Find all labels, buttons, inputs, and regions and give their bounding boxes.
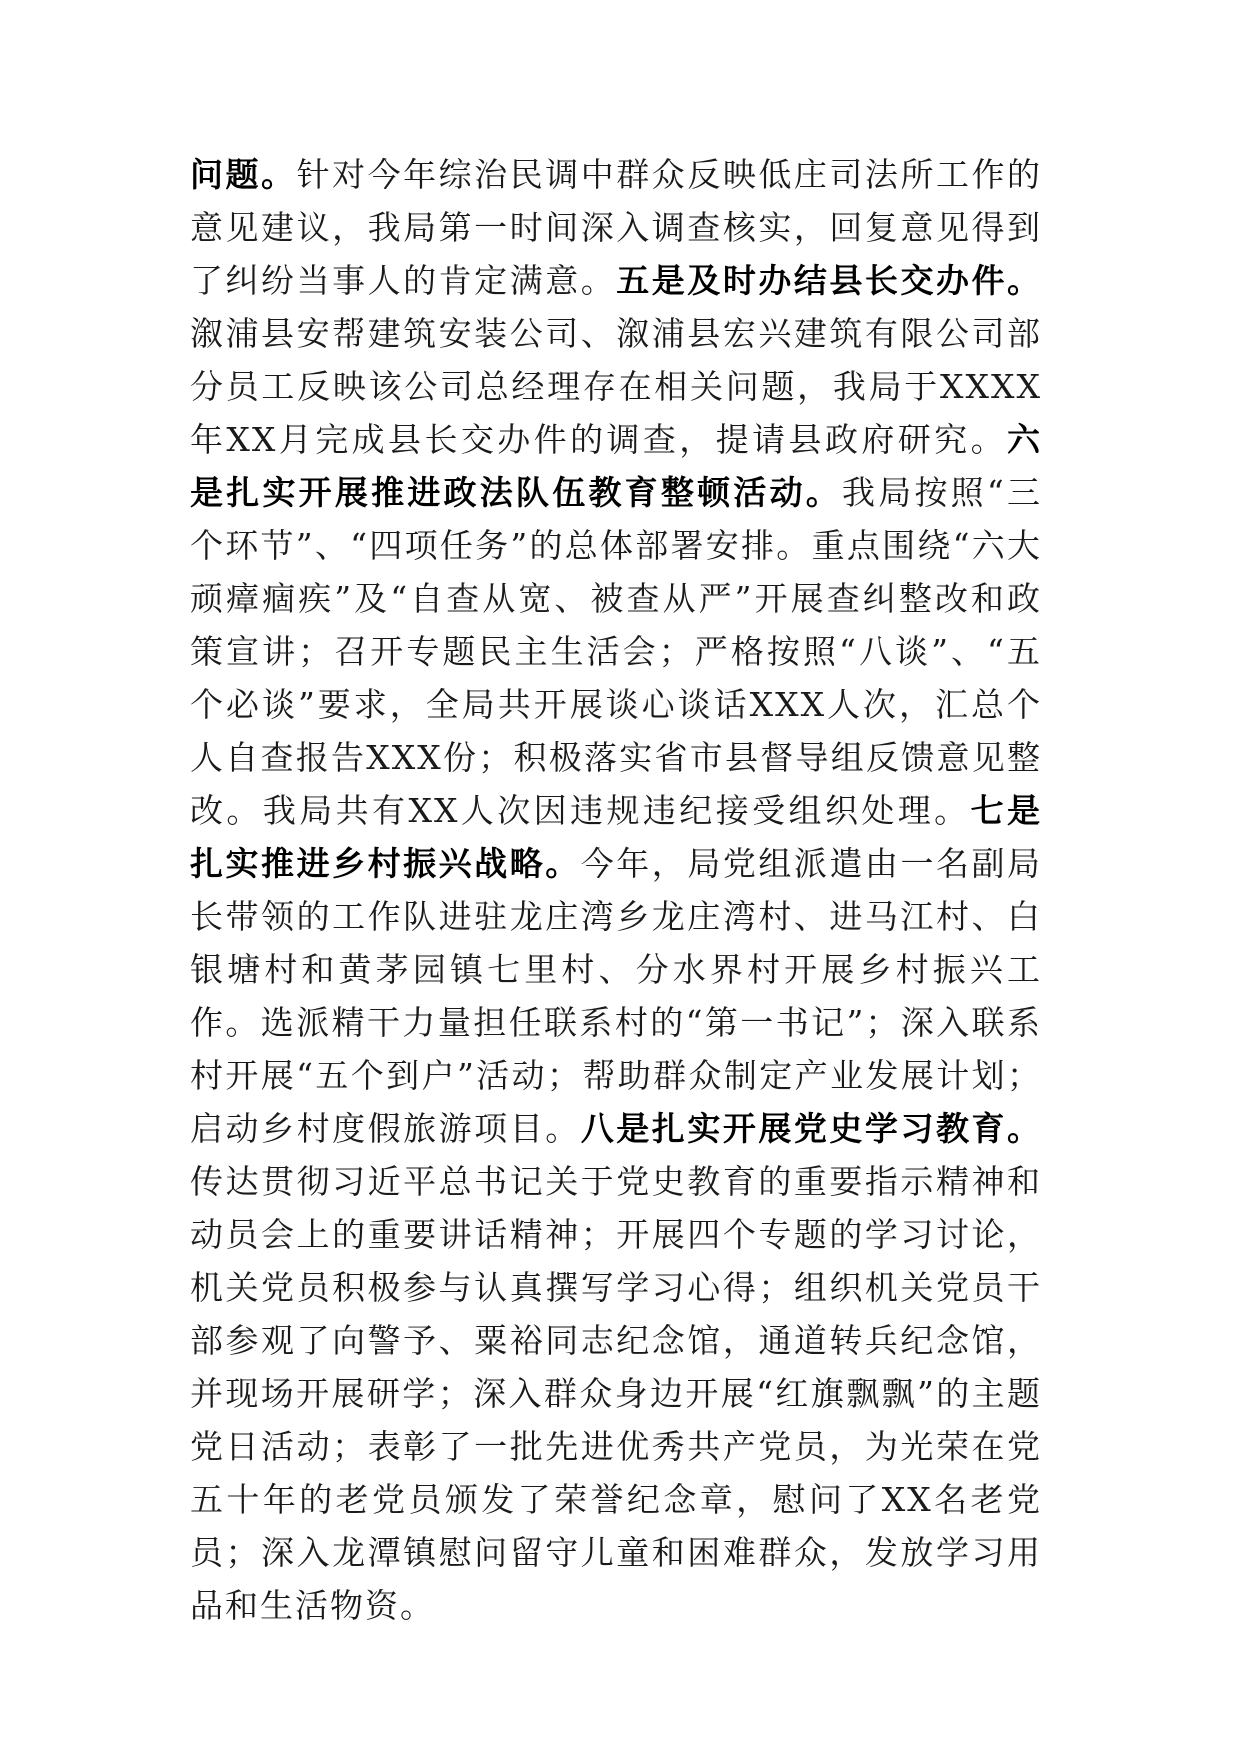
text-run-2: 溆浦县安帮建筑安装公司、溆浦县宏兴建筑有限公司部分员工反映该公司总经理存在相关问题，我局于XXXX年XX月完成县长交办件的调查，提请县政府研究。 (190, 314, 1042, 459)
heading-seven: 七是扎实推进乡村振兴战略。 (190, 791, 1042, 883)
heading-six: 六是扎实开展推进政法队伍教育整顿活动。 (190, 420, 1042, 512)
text-run-5: 传达贯彻习近平总书记关于党史教育的重要指示精神和动员会上的重要讲话精神；开展四个专题的学习讨论，机关党员积极参与认真撰写学习心得；组织机关党员干部参观了向警予、粟裕同志纪念馆，通道转兵纪念馆，并现场开展研学；深入群众身边开展“红旗飘飘”的主题党日活动；表彰了一批先进优秀共产党员，为光荣在党五十年的老党员颁发了荣誉纪念章，慰问了XX名老党员；深入龙潭镇慰问留守儿童和困难群众，发放学习用品和生活物资。 (190, 1162, 1042, 1625)
heading-eight: 八是扎实开展党史学习教育。 (580, 1109, 1043, 1148)
heading-five: 五是及时办结县长交办件。 (616, 261, 1043, 300)
text-run-1: 针对今年综治民调中群众反映低庄司法所工作的意见建议，我局第一时间深入调查核实，回复意见得到了纠纷当事人的肯定满意。 (190, 155, 1043, 300)
heading-issue: 问题。 (190, 155, 297, 194)
paragraph (190, 148, 1042, 1632)
text-run-4: 今年，局党组派遣由一名副局长带领的工作队进驻龙庄湾乡龙庄湾村、进马江村、白银塘村和黄茅园镇七里村、分水界村开展乡村振兴工作。选派精干力量担任联系村的“第一书记”；深入联系村开展“五个到户”活动；帮助群众制定产业发展计划；启动乡村度假旅游项目。 (190, 844, 1043, 1148)
text-run-3: 我局按照“三个环节”、“四项任务”的总体部署安排。重点围绕“六大顽瘴痼疾”及“自查从宽、被查从严”开展查纠整改和政策宣讲；召开专题民主生活会；严格按照“八谈”、“五个必谈”要求，全局共开展谈心谈话XXX人次，汇总个人自查报告XXX份；积极落实省市县督导组反馈意见整改。我局共有XX人次因违规违纪接受组织处理。 (190, 473, 1043, 830)
body-text (190, 148, 1042, 1632)
